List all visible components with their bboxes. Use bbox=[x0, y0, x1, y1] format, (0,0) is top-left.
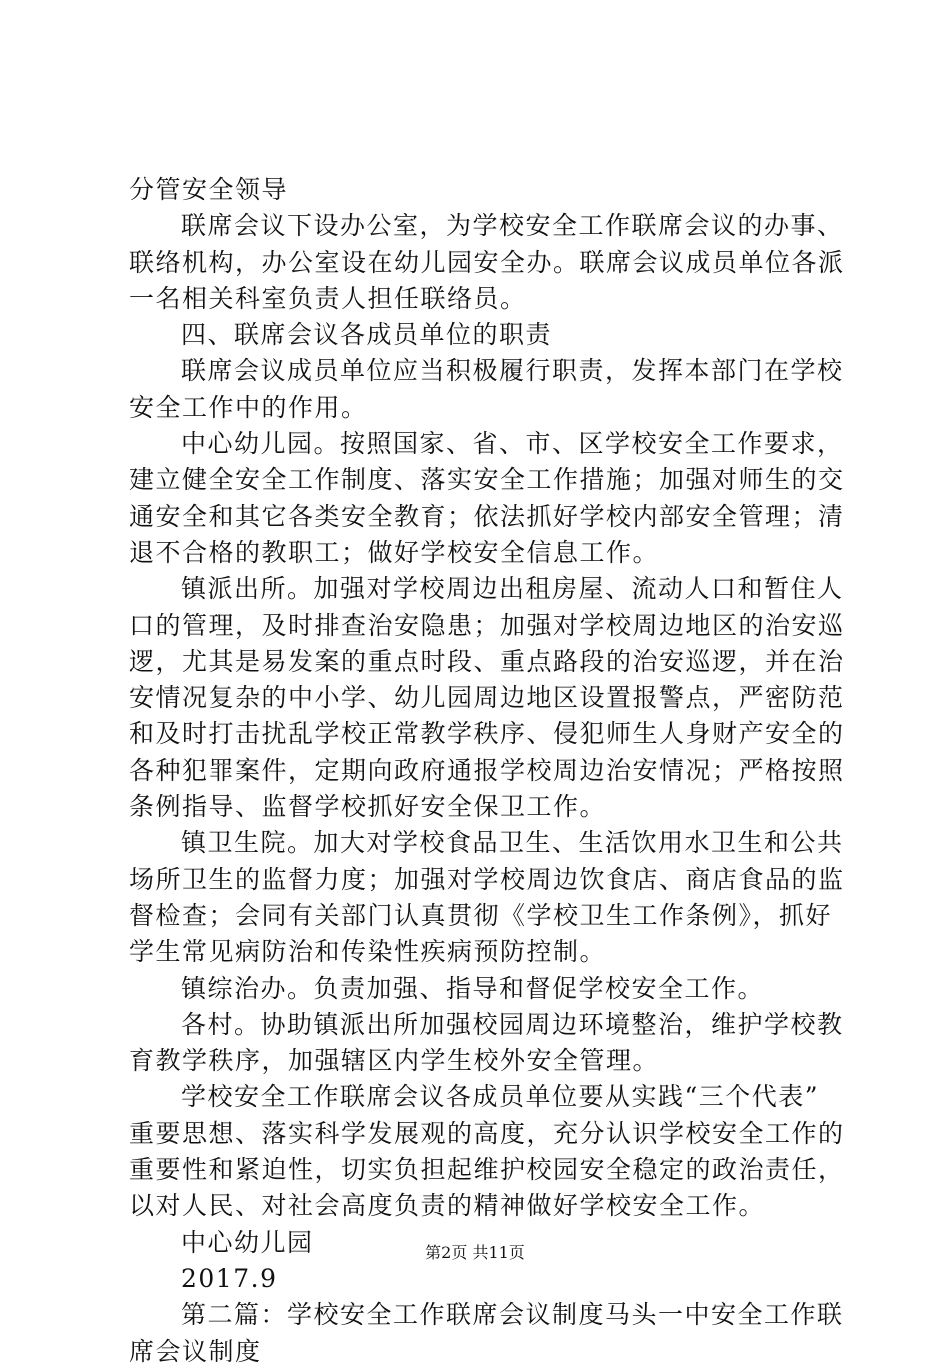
text-line: 分管安全领导 bbox=[129, 175, 289, 204]
text-line: 退不合格的教职工；做好学校安全信息工作。 bbox=[129, 537, 660, 567]
text-line: 重要性和紧迫性，切实负担起维护校园安全稳定的政治责任， bbox=[129, 1155, 845, 1185]
text-line: 席会议制度 bbox=[129, 1336, 262, 1366]
text-line: 条例指导、监督学校抓好安全保卫工作。 bbox=[129, 792, 607, 822]
text-line: 学生常见病防治和传染性疾病预防控制。 bbox=[129, 937, 607, 967]
text-line: 督检查；会同有关部门认真贯彻《学校卫生工作条例》，抓好 bbox=[129, 900, 833, 930]
text-line: 安情况复杂的中小学、幼儿园周边地区设置报警点，严密防范 bbox=[129, 683, 845, 713]
text-line: 学校安全工作联席会议各成员单位要从实践“三个代表” bbox=[181, 1082, 820, 1112]
text-line: 育教学秩序，加强辖区内学生校外安全管理。 bbox=[129, 1046, 660, 1076]
text-line: 通安全和其它各类安全教育；依法抓好学校内部安全管理；清 bbox=[129, 501, 845, 531]
text-line: 逻，尤其是易发案的重点时段、重点路段的治安巡逻，并在治 bbox=[129, 646, 845, 676]
text-line: 镇派出所。加强对学校周边出租房屋、流动人口和暂住人 bbox=[181, 574, 844, 604]
text-line: 以对人民、对社会高度负责的精神做好学校安全工作。 bbox=[129, 1191, 766, 1221]
text-line: 2017.9 bbox=[181, 1263, 278, 1293]
text-line: 镇综治办。负责加强、指导和督促学校安全工作。 bbox=[181, 973, 765, 1003]
text-line: 建立健全安全工作制度、落实安全工作措施；加强对师生的交 bbox=[129, 465, 845, 495]
text-line: 联席会议成员单位应当积极履行职责，发挥本部门在学校 bbox=[181, 356, 844, 386]
page-footer: 第2页 共11页 bbox=[425, 1243, 525, 1262]
text-line: 各村。协助镇派出所加强校园周边环境整治，维护学校教 bbox=[181, 1009, 844, 1039]
text-line: 一名相关科室负责人担任联络员。 bbox=[129, 283, 527, 313]
text-line: 联络机构，办公室设在幼儿园安全办。联席会议成员单位各派 bbox=[129, 247, 845, 277]
text-line: 口的管理，及时排查治安隐患；加强对学校周边地区的治安巡 bbox=[129, 610, 845, 640]
text-line: 中心幼儿园 bbox=[181, 1227, 314, 1257]
text-line: 第二篇：学校安全工作联席会议制度马头一中安全工作联 bbox=[181, 1300, 844, 1330]
text-line: 各种犯罪案件，定期向政府通报学校周边治安情况；严格按照 bbox=[129, 755, 845, 785]
text-line: 场所卫生的监督力度；加强对学校周边饮食店、商店食品的监 bbox=[129, 864, 845, 894]
text-line: 安全工作中的作用。 bbox=[129, 392, 368, 422]
text-line: 镇卫生院。加大对学校食品卫生、生活饮用水卫生和公共 bbox=[181, 828, 844, 858]
text-line: 中心幼儿园。按照国家、省、市、区学校安全工作要求， bbox=[181, 429, 844, 459]
text-line: 四、联席会议各成员单位的职责 bbox=[181, 320, 553, 350]
text-line: 联席会议下设办公室，为学校安全工作联席会议的办事、 bbox=[181, 211, 844, 241]
document-body bbox=[129, 172, 845, 1370]
text-line: 重要思想、落实科学发展观的高度，充分认识学校安全工作的 bbox=[129, 1118, 845, 1148]
text-line: 和及时打击扰乱学校正常教学秩序、侵犯师生人身财产安全的 bbox=[129, 719, 845, 749]
